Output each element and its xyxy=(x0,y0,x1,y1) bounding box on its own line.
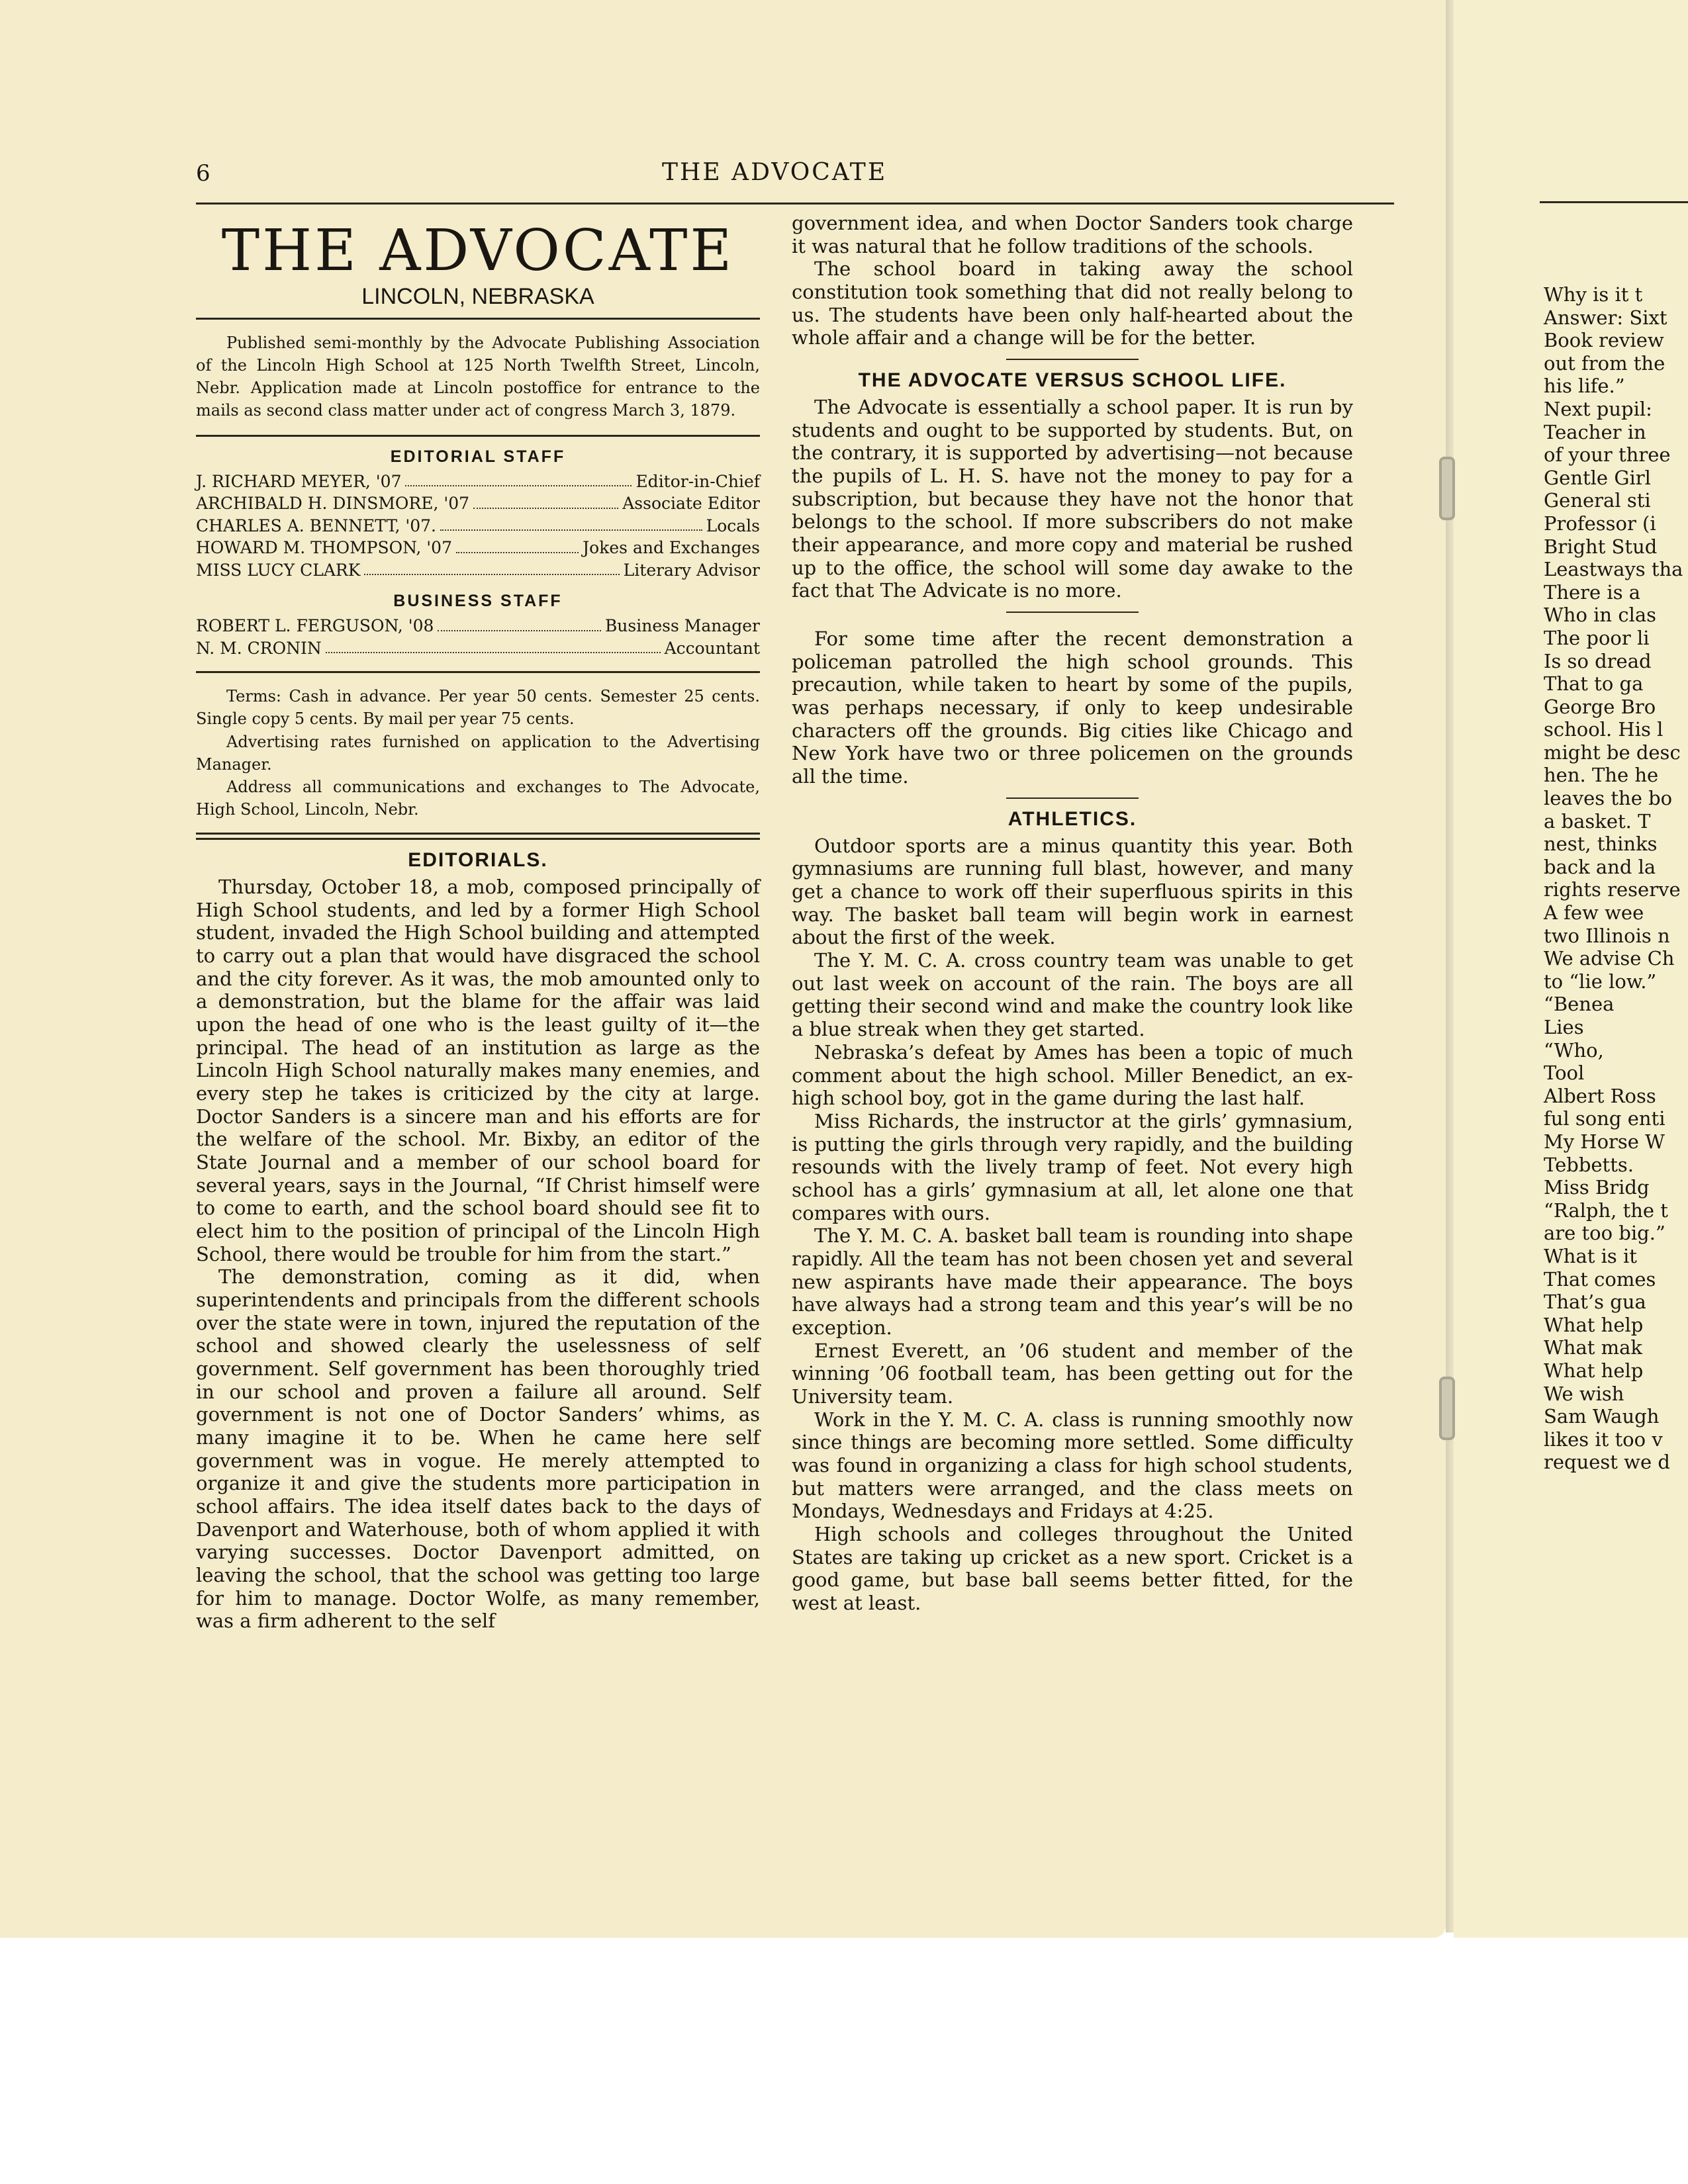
athletics-paragraph: The Y. M. C. A. basket ball team is rounding into shape rapidly. All the team has not been chosen yet and several new aspirants have made their appearance. The boys have always had a strong team and this year’s will be no exception. xyxy=(792,1224,1353,1339)
next-page-line: of your three xyxy=(1544,443,1671,467)
editorial-paragraph: Thursday, October 18, a mob, composed principally of High School students, and led by a former High School student, invaded the High School building and attempted to carry out a plan that would have disgraced the school and the city forever. As it was, the mob amounted only to a demonstration, but the blame for the affair was laid upon the head of one who is the least guilty of it—the principal. The head of an institution as large as the Lincoln High School naturally makes many enemies, and every step he takes is criticized by the city at large. Doctor Sanders is a sincere man and his efforts are for the welfare of the school. Mr. Bixby, an editor of the State Journal and a member of our school board for several years, says in the Journal, “If Christ himself were to come to earth, and the school board should see fit to elect him to the position of principal of the Lincoln High School, there would be trouble for him from the start.” xyxy=(196,875,760,1265)
section-divider xyxy=(1006,359,1139,360)
masthead-subtitle: LINCOLN, NEBRASKA xyxy=(361,283,594,309)
masthead-title: THE ADVOCATE xyxy=(221,218,735,284)
leader-dots xyxy=(456,537,579,553)
staff-row xyxy=(196,559,760,582)
header-rule xyxy=(196,203,1394,205)
athletics-paragraph: Work in the Y. M. C. A. class is running smoothly now since things are becoming more settled. Some difficulty was found in organizing a class for high school students, but matters were arranged, and the class meets on Mondays, Wednesdays and Fridays at 4:25. xyxy=(792,1408,1353,1523)
next-page-line: Miss Bridg xyxy=(1544,1176,1650,1199)
staff-role: Literary Advisor xyxy=(623,560,760,580)
staff-name: N. M. CRONIN xyxy=(196,638,322,658)
staff-row xyxy=(196,471,760,493)
next-page-line: nest, thinks xyxy=(1544,833,1658,856)
left-column xyxy=(196,212,760,1633)
leader-dots xyxy=(364,559,619,576)
next-page-line: Bright Stud xyxy=(1544,535,1658,558)
editorial-staff-heading: EDITORIAL STAFF xyxy=(390,447,566,466)
next-page-line: We wish xyxy=(1544,1382,1624,1405)
athletics-paragraph: Ernest Everett, an ’06 student and member of the winning ’06 football team, has been getting out for the University team. xyxy=(792,1339,1353,1408)
next-page-line: Lies xyxy=(1544,1016,1584,1038)
next-page-line: A few wee xyxy=(1544,901,1644,925)
next-page-line: What help xyxy=(1544,1313,1644,1336)
next-page-header-rule xyxy=(1540,201,1688,203)
terms-block xyxy=(196,685,760,820)
staff-role: Associate Editor xyxy=(622,494,760,514)
next-page-line: The poor li xyxy=(1544,626,1650,649)
next-page-line: two Illinois n xyxy=(1544,924,1670,947)
business-staff-heading: BUSINESS STAFF xyxy=(393,592,563,611)
next-page-line: Gentle Girl xyxy=(1544,466,1651,489)
leader-dots xyxy=(326,637,661,654)
next-page-line: Tebbetts. xyxy=(1544,1153,1634,1176)
address-text: Address all communications and exchanges to The Advocate, High School, Lincoln, Nebr. xyxy=(196,777,760,819)
next-page-fragment xyxy=(1454,0,1688,1938)
next-page-line: out from the xyxy=(1544,351,1665,375)
next-page-line: General sti xyxy=(1544,489,1651,512)
staff-role: Locals xyxy=(706,516,760,535)
double-rule xyxy=(196,833,760,840)
next-page-line: My Horse W xyxy=(1544,1130,1665,1153)
staff-row xyxy=(196,615,760,637)
next-page-line: Is so dread xyxy=(1544,649,1652,672)
divider xyxy=(196,671,760,673)
terms-text: Terms: Cash in advance. Per year 50 cents. Semester 25 cents. Single copy 5 cents. By mail per year 75 cents. xyxy=(196,687,760,729)
next-page-line: Albert Ross xyxy=(1544,1084,1656,1107)
article-paragraph: For some time after the recent demonstration a policeman patrolled the high school grounds. This precaution, while taken to heart by some of the pupils, was perhaps necessary, if only to keep undesirable characters off the grounds. Big cities like Chicago and New York have two or three policemen on the grounds all the time. xyxy=(792,627,1353,788)
staff-row xyxy=(196,515,760,537)
staff-name: ARCHIBALD H. DINSMORE, '07 xyxy=(196,494,470,514)
next-page-line: rights reserve xyxy=(1544,878,1681,901)
publication-note: Published semi-monthly by the Advocate Publishing Association of the Lincoln High School at 125 North Twelfth Street, Lincoln, Nebr. Application made at Lincoln postoffice for entrance to the mails as second class matter under act of congress March 3, 1879. xyxy=(196,333,760,420)
next-page-line: George Bro xyxy=(1544,695,1656,718)
editorial-paragraph: government idea, and when Doctor Sanders took charge it was natural that he follow traditions of the schools. xyxy=(792,212,1353,257)
leader-dots xyxy=(440,515,702,531)
page-gutter xyxy=(1446,0,1454,1933)
athletics-paragraph: Miss Richards, the instructor at the girls’ gymnasium, is putting the girls through very rapidly, and the building resounds with the lively tramp of feet. Not every high school has a girls’ gymnasium at all, let alone one that compares with ours. xyxy=(792,1109,1353,1224)
section-divider xyxy=(1006,612,1139,613)
running-title: THE ADVOCATE xyxy=(662,159,888,186)
next-page-line: Professor (i xyxy=(1544,512,1656,535)
middle-column xyxy=(792,212,1353,1615)
next-page-line: to “lie low.” xyxy=(1544,970,1657,993)
staff-name: HOWARD M. THOMPSON, '07 xyxy=(196,538,452,558)
next-page-line: What help xyxy=(1544,1359,1644,1382)
athletics-paragraph: Outdoor sports are a minus quantity this year. Both gymnasiums are running full blast, however, and many get a chance to work off their superfluous spirits in this way. The basket ball team will begin work in earnest about the first of the week. xyxy=(792,834,1353,949)
next-page-line: a basket. T xyxy=(1544,809,1651,833)
business-staff-list xyxy=(196,615,760,659)
next-page-line: Book review xyxy=(1544,329,1664,352)
staff-row xyxy=(196,537,760,559)
next-page-line: his life.” xyxy=(1544,375,1625,398)
staple xyxy=(1439,1377,1455,1440)
staff-name: CHARLES A. BENNETT, '07. xyxy=(196,516,436,535)
article-paragraph: The Advocate is essentially a school paper. It is run by students and ought to be supported by students. But, on the contrary, it is supported by advertising—not because the pupils of L. H. S. have not the money to pay for a subscription, but because they have not the honor that belongs to the school. If more subscribers do not make their appearance, and more copy and material be rushed up to the office, the school will some day awake to the fact that The Advicate is no more. xyxy=(792,396,1353,602)
staff-name: J. RICHARD MEYER, '07 xyxy=(196,471,402,491)
leader-dots xyxy=(405,471,632,487)
divider xyxy=(196,435,760,437)
next-page-line: leaves the bo xyxy=(1544,787,1673,810)
editorial-staff-list xyxy=(196,471,760,582)
staple xyxy=(1439,457,1455,520)
next-page-line: Leastways tha xyxy=(1544,558,1683,581)
next-page-line: Answer: Sixt xyxy=(1544,306,1667,329)
advocate-vs-school-heading: THE ADVOCATE VERSUS SCHOOL LIFE. xyxy=(858,369,1287,392)
athletics-paragraph: High schools and colleges throughout the United States are taking up cricket as a new sport. Cricket is a good game, but base ball seems better fitted, for the west at least. xyxy=(792,1522,1353,1614)
next-page-line: hen. The he xyxy=(1544,764,1659,787)
staff-role: Business Manager xyxy=(604,616,760,636)
next-page-line: Why is it t xyxy=(1544,283,1643,306)
page-number: 6 xyxy=(196,160,211,187)
next-page-line: “Who, xyxy=(1544,1038,1604,1062)
next-page-line: back and la xyxy=(1544,855,1656,878)
masthead-rule xyxy=(196,318,760,320)
editorial-paragraph: The school board in taking away the school constitution took something that did not really belong to us. The students have been only half-hearted about the whole affair and a change will be for the better. xyxy=(792,257,1353,349)
staff-role: Accountant xyxy=(664,638,760,658)
masthead xyxy=(196,220,760,422)
editorial-paragraph: The demonstration, coming as it did, when superintendents and principals from the different schools over the state were in town, injured the reputation of the school and showed clearly the uselessness of self government. Self government has been thoroughly tried in our school and proven a failure all around. Self government is not one of Doctor Sanders’ whims, as many imagine it to be. When he came here self government was in vogue. He merely attempted to organize it and give the students more participation in school affairs. The idea itself dates back to the days of Davenport and Waterhouse, both of whom applied it with varying successes. Doctor Davenport admitted, on leaving the school, that the school was getting too large for him to manage. Doctor Wolfe, as many remember, was a firm adherent to the self xyxy=(196,1265,760,1633)
staff-name: ROBERT L. FERGUSON, '08 xyxy=(196,616,434,636)
next-page-line: might be desc xyxy=(1544,741,1681,764)
next-page-line: That to ga xyxy=(1544,672,1644,696)
editorials-heading: EDITORIALS. xyxy=(408,848,548,871)
next-page-line: Sam Waugh xyxy=(1544,1405,1660,1428)
next-page-line: school. His l xyxy=(1544,718,1664,741)
advertising-text: Advertising rates furnished on application to the Advertising Manager. xyxy=(196,732,760,774)
next-page-line: likes it too v xyxy=(1544,1428,1663,1451)
next-page-line: Who in clas xyxy=(1544,604,1657,627)
next-page-line: “Benea xyxy=(1544,993,1615,1016)
staff-row xyxy=(196,492,760,515)
next-page-line: What is it xyxy=(1544,1244,1637,1267)
leader-dots xyxy=(473,492,618,509)
section-divider xyxy=(1006,797,1139,799)
next-page-line: are too big.” xyxy=(1544,1222,1665,1245)
staff-row xyxy=(196,637,760,660)
athletics-paragraph: The Y. M. C. A. cross country team was unable to get out last week on account of the rain. The boys are all getting their second wind and make the country look like a blue streak when they get started. xyxy=(792,949,1353,1041)
staff-name: MISS LUCY CLARK xyxy=(196,560,361,580)
next-page-line: request we d xyxy=(1544,1451,1670,1474)
athletics-paragraph: Nebraska’s defeat by Ames has been a topic of much comment about the high school. Miller Benedict, an ex-high school boy, got in the game during the last half. xyxy=(792,1040,1353,1110)
next-page-line: That comes xyxy=(1544,1267,1656,1291)
staff-role: Editor-in-Chief xyxy=(635,471,760,491)
next-page-line: Tool xyxy=(1544,1062,1585,1085)
next-page-line: “Ralph, the t xyxy=(1544,1199,1668,1222)
next-page-line: Next pupil: xyxy=(1544,397,1652,420)
athletics-heading: ATHLETICS. xyxy=(1008,807,1137,830)
next-page-line: ful song enti xyxy=(1544,1107,1665,1130)
next-page-line: Teacher in xyxy=(1544,420,1646,443)
next-page-text xyxy=(1544,283,1688,1474)
staff-role: Jokes and Exchanges xyxy=(583,538,760,558)
next-page-line: There is a xyxy=(1544,580,1641,604)
next-page-line: We advise Ch xyxy=(1544,947,1675,970)
leader-dots xyxy=(438,615,601,631)
next-page-line: That’s gua xyxy=(1544,1291,1646,1314)
next-page-line: What mak xyxy=(1544,1336,1643,1359)
